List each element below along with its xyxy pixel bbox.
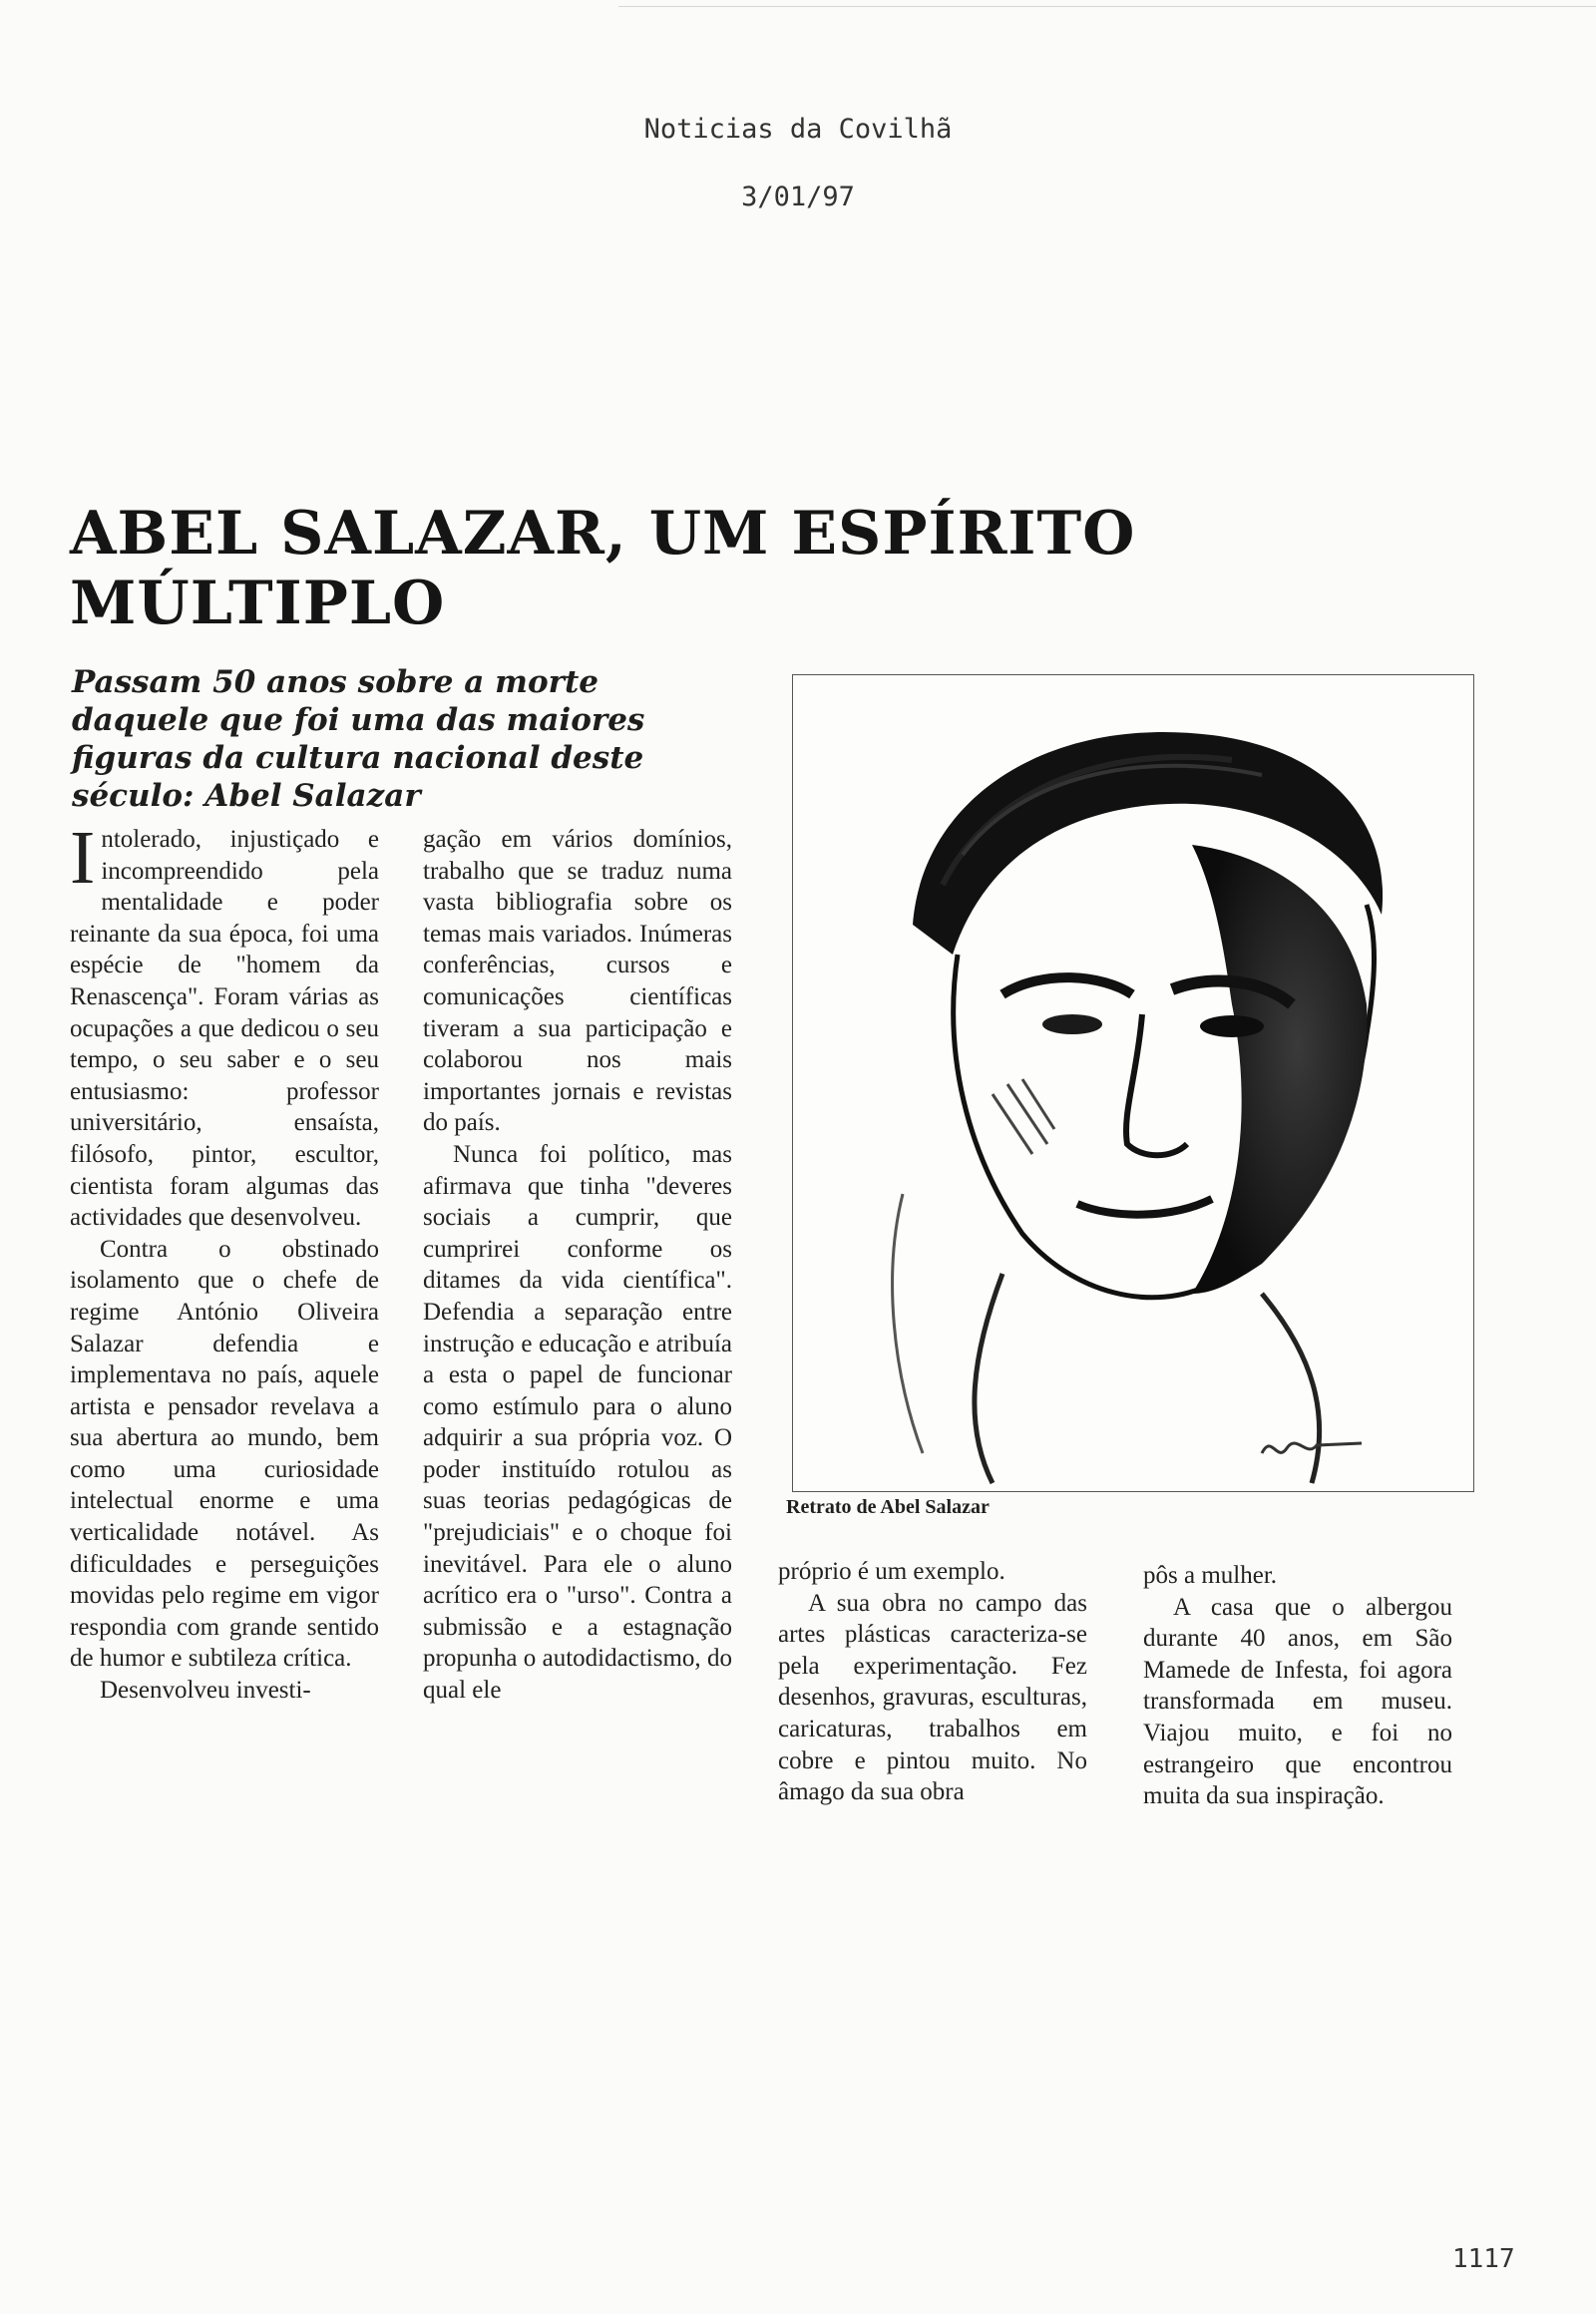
article-column-4 [1143,1560,1452,1812]
paragraph: Intolerado, injustiçado e incompreendido pela mentalidade e poder reinante da sua época, foi uma espécie de "homem da Renascença". Foram várias as ocupações a que dedicou o seu tempo, o seu saber e o seu entusiasmo: professor universitário, ensaísta, filósofo, pintor, escultor, cientista foram algumas das actividades que desenvolveu. [70,816,379,1232]
paragraph: A casa que o albergou durante 40 anos, em São Mamede de Infesta, foi agora transformada em museu. Viajou muito, e foi no estrangeiro que encontrou muita da sua inspiração. [1143,1593,1452,1810]
portrait-sketch-icon [793,675,1473,1491]
paragraph: Desenvolveu investi- [100,1677,311,1705]
headline: ABEL SALAZAR, UM ESPÍRITO MÚLTIPLO [70,499,1136,638]
top-rule [618,6,1596,7]
portrait-drawing [792,674,1474,1492]
portrait-caption: Retrato de Abel Salazar [786,1496,990,1518]
subheadline: Passam 50 anos sobre a morte daquele que foi uma das maiores figuras da cultura nacional deste século: Abel Salazar [72,664,645,814]
source-name: Noticias da Covilhã [643,114,953,145]
page-number: 1117 [1452,2244,1515,2274]
paragraph: pôs a mulher. [1143,1562,1278,1589]
drop-cap: I [70,816,96,900]
paragraph: A sua obra no campo das artes plásticas caracteriza-se pela experimentação. Fez desenhos, gravuras, esculturas, caricaturas, trabalhos em cobre e pintou muito. No âmago da sua obra [778,1589,1087,1806]
paragraph: Contra o obstinado isolamento que o chefe de regime António Oliveira Salazar defendia e implementava no país, aquele artista e pensador revelava a sua abertura ao mundo, bem como uma curiosidade intelectual enorme e uma verticalidade notável. As dificuldades e perseguições movidas pelo regime em vigor respondia com grande sentido de humor e subtileza crítica. [70,1235,379,1673]
article-column-2 [423,824,732,1707]
article-column-1 [70,816,379,1707]
paragraph: Nunca foi político, mas afirmava que tinha "deveres sociais a cumprir, que cumprirei conforme os ditames da vida científica". Defendia a separação entre instrução e educação e atribuía a esta o papel de funcionar como estímulo para o aluno adquirir a sua própria voz. O poder instituído rotulou as suas teorias pedagógicas de "prejudiciais" e o choque foi inevitável. Para ele o aluno acrítico era o "urso". Contra a submissão e a estagnação propunha o autodidactismo, do qual ele [423,1140,732,1705]
article-column-3 [778,1556,1087,1808]
paragraph: gação em vários domínios, trabalho que se traduz numa vasta bibliografia sobre os temas mais variados. Inúmeras conferências, cursos e comunicações científicas tiveram a sua participação e colaborou nos mais importantes jornais e revistas do país. [423,826,732,1137]
publication-date: 3/01/97 [741,182,855,212]
paragraph: próprio é um exemplo. [778,1558,1005,1585]
